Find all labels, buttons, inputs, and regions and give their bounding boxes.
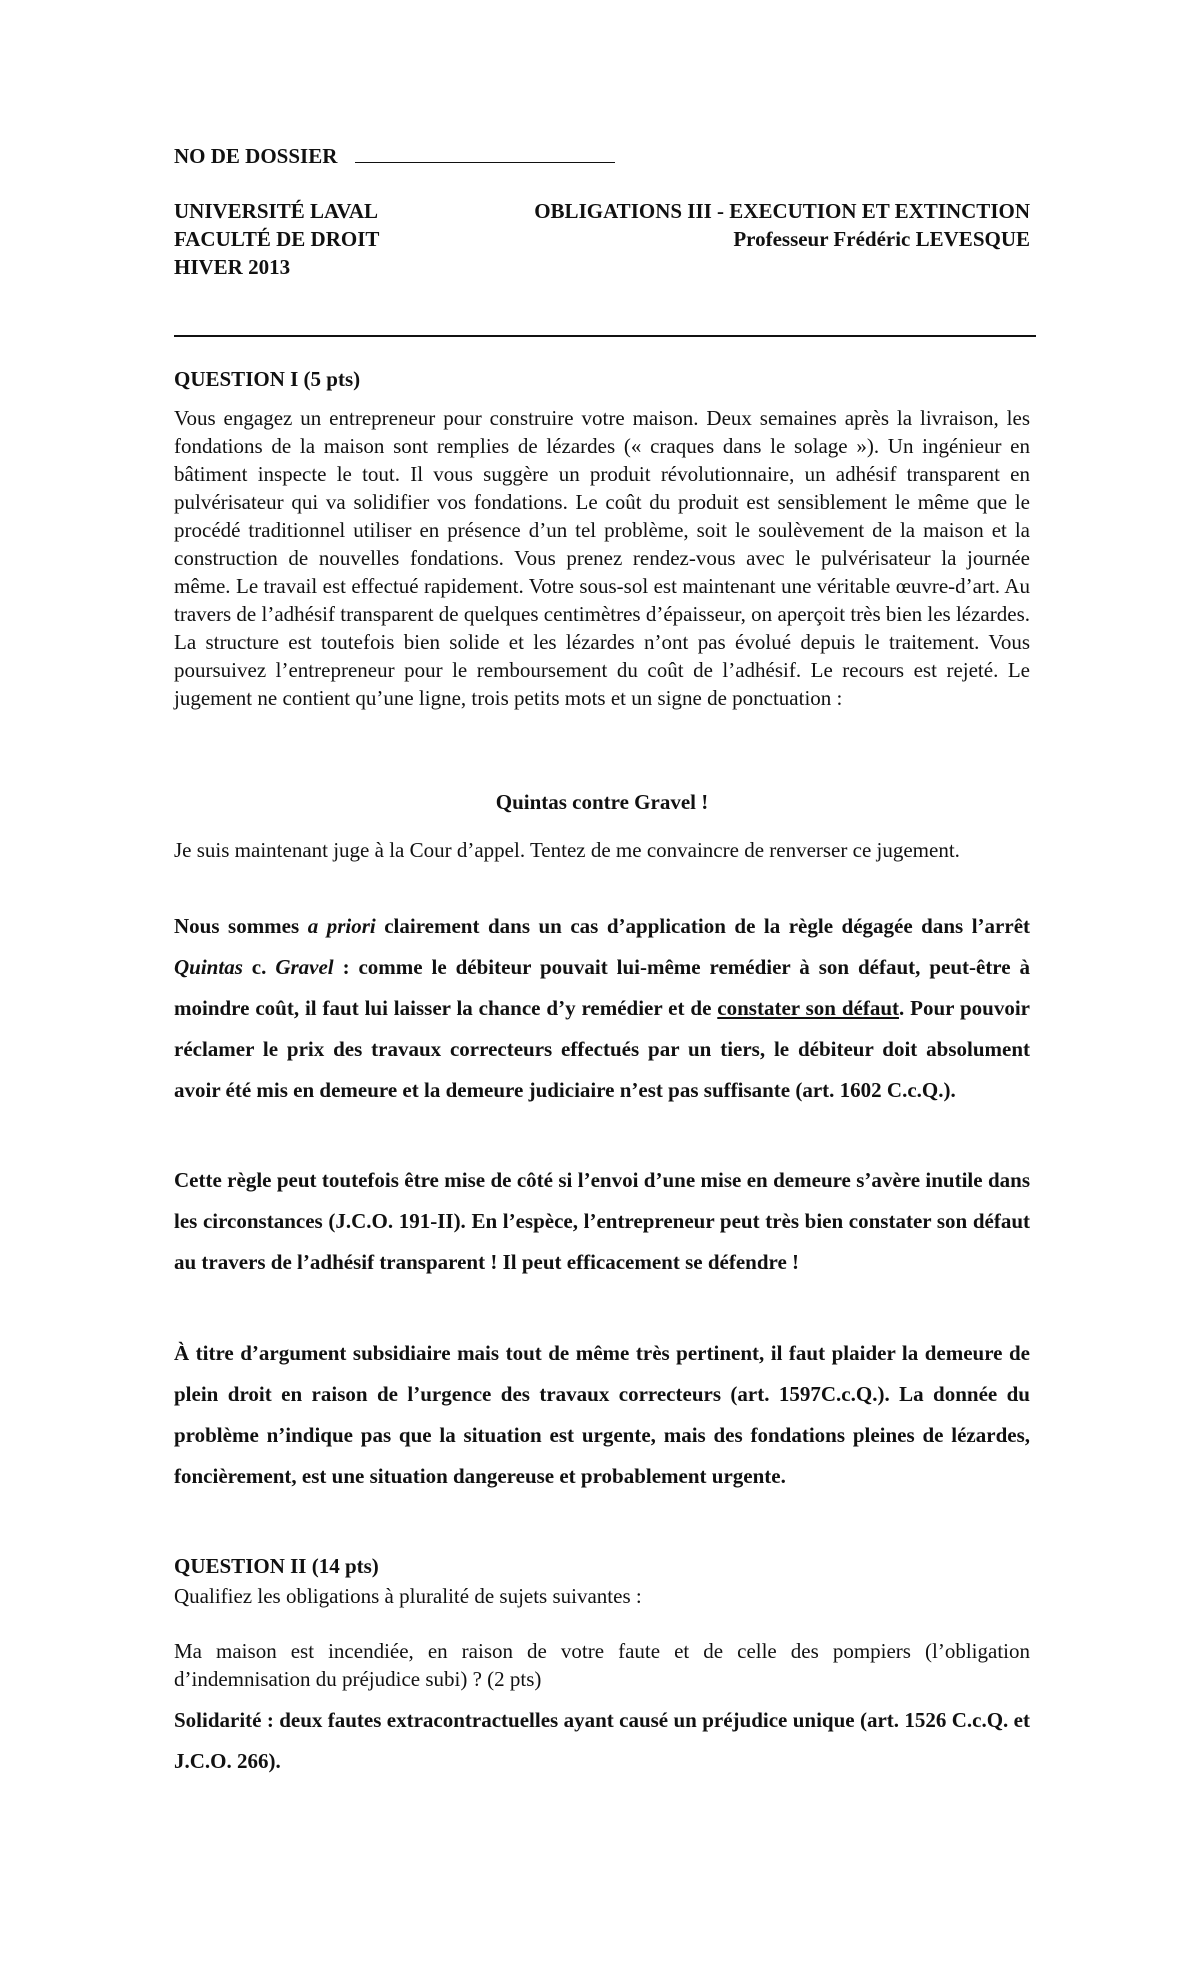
header-professor: Professeur Frédéric LEVESQUE (733, 227, 1030, 251)
underlined-phrase: constater son défaut (717, 996, 899, 1020)
question-1-ruling: Quintas contre Gravel ! (495, 790, 709, 814)
case-name-gravel: Gravel (275, 955, 334, 979)
case-name-quintas: Quintas (174, 955, 243, 979)
answer-text: : comme le débiteur pouvait lui-même remédier à son défaut, peut-être à moindre coût, il faut lui laisser la chance d’y remédier et de (174, 955, 1030, 1020)
question-1-answer-paragraph-2: Cette règle peut toutefois être mise de côté si l’envoi d’une mise en demeure s’avère inutile dans les circonstances (J.C.O. 191-II). En l’espèce, l’entrepreneur peut très bien constater son défaut au travers de l’adhésif transparent ! Il peut efficacement se défendre ! (174, 1168, 1030, 1274)
answer-text: clairement dans un cas d’application de la règle dégagée dans l’arrêt (375, 914, 1031, 938)
answer-text: Nous sommes (174, 914, 308, 938)
dossier-line (174, 142, 615, 170)
header-university: UNIVERSITÉ LAVAL (174, 199, 379, 223)
dossier-number-field[interactable] (355, 144, 615, 163)
answer-text: . Pour pouvoir réclamer le prix des travaux correcteurs effectués par un tiers, le débiteur doit absolument avoir été mis en demeure et la demeure judiciaire n’est pas suffisante (art. 1602 C.c.Q.). (174, 996, 1030, 1102)
header-term: HIVER 2013 (174, 255, 291, 279)
answer-text: c. (242, 955, 276, 979)
question-2-answer-1: Solidarité : deux fautes extracontractuelles ayant causé un préjudice unique (art. 1526 C.c.Q. et J.C.O. 266). (174, 1708, 1030, 1773)
header-faculty: FACULTÉ DE DROIT (174, 227, 380, 251)
question-2-intro: Qualifiez les obligations à pluralité de sujets suivantes : (174, 1584, 642, 1608)
answer-italic: a priori (307, 914, 376, 938)
question-1-prompt: Je suis maintenant juge à la Cour d’appel. Tentez de me convaincre de renverser ce jugement. (174, 838, 960, 862)
header-divider (174, 335, 1036, 337)
question-1-answer-paragraph-3: À titre d’argument subsidiaire mais tout de même très pertinent, il faut plaider la demeure de plein droit en raison de l’urgence des travaux correcteurs (art. 1597C.c.Q.). La donnée du problème n’indique pas que la situation est urgente, mais des fondations pleines de lézardes, foncièrement, est une situation dangereuse et probablement urgente. (174, 1341, 1030, 1488)
dossier-label: NO DE DOSSIER (174, 144, 338, 168)
question-1-scenario: Vous engagez un entrepreneur pour construire votre maison. Deux semaines après la livraison, les fondations de la maison sont remplies de lézardes (« craques dans le solage »). Un ingénieur en bâtiment inspecte le tout. Il vous suggère un produit révolutionnaire, un adhésif transparent en pulvérisateur qui va solidifier vos fondations. Le coût du produit est sensiblement le même que le procédé traditionnel utiliser en présence d’un tel problème, soit le soulèvement de la maison et la construction de nouvelles fondations. Vous prenez rendez-vous avec le pulvérisateur la journée même. Le travail est effectué rapidement. Votre sous-sol est maintenant une véritable œuvre-d’art. Au travers de l’adhésif transparent de quelques centimètres d’épaisseur, on aperçoit très bien les lézardes. La structure est toutefois bien solide et les lézardes n’ont pas évolué depuis le traitement. Vous poursuivez l’entrepreneur pour le remboursement du coût de l’adhésif. Le recours est rejeté. Le jugement ne contient qu’une ligne, trois petits mots et un signe de ponctuation : (174, 406, 1030, 710)
question-2-case-1: Ma maison est incendiée, en raison de votre faute et de celle des pompiers (l’obligation d’indemnisation du préjudice subi) ? (2 pts) (174, 1639, 1030, 1691)
question-2-title: QUESTION II (14 pts) (174, 1554, 379, 1578)
header-course: OBLIGATIONS III - EXECUTION ET EXTINCTION (534, 199, 1030, 223)
question-1-title: QUESTION I (5 pts) (174, 367, 361, 391)
question-1-answer-paragraph-1 (174, 906, 1030, 1111)
